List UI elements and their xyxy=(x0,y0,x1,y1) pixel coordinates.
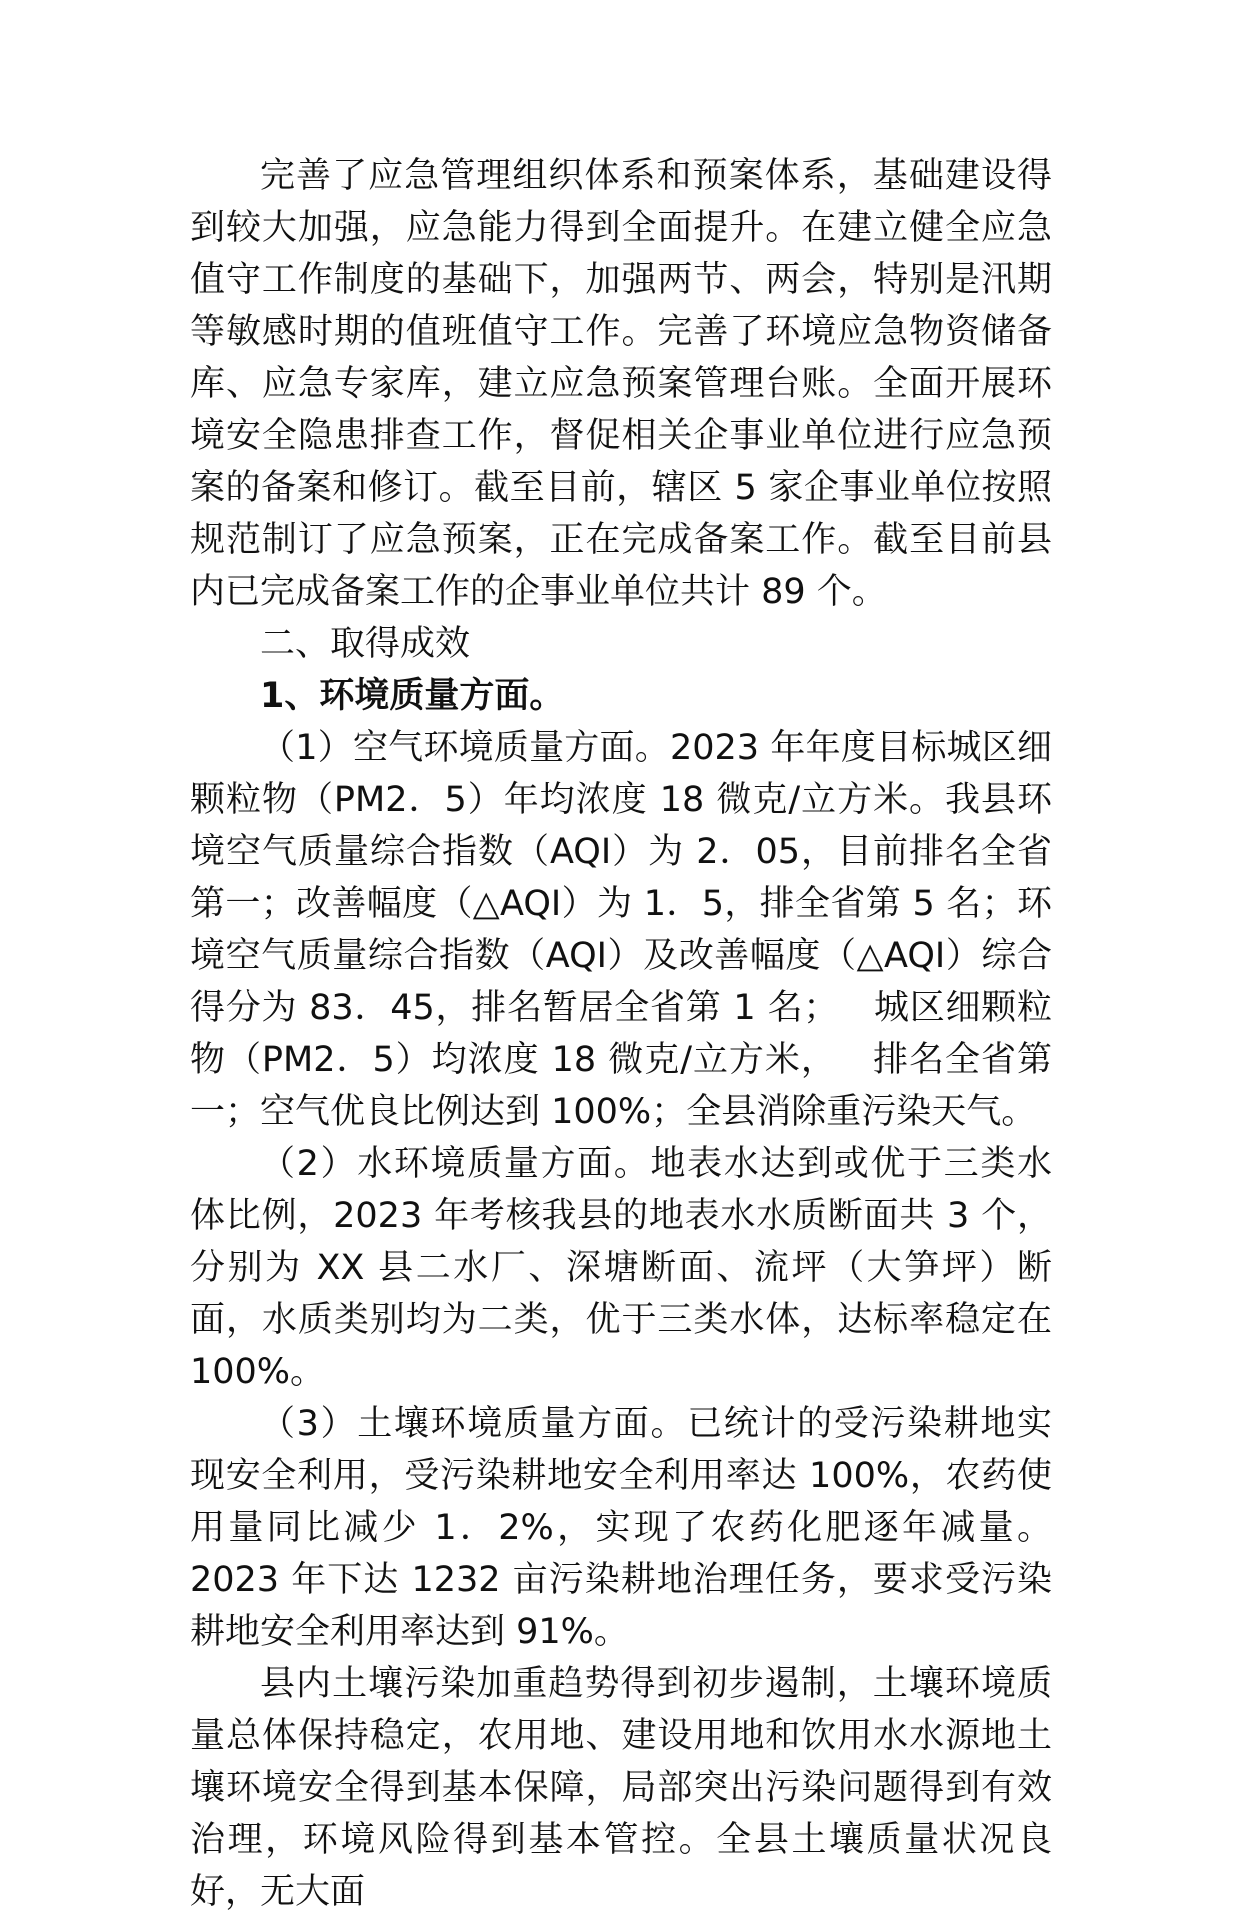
document-body xyxy=(190,150,1064,1918)
paragraph-water-quality: （2）水环境质量方面。地表水达到或优于三类水体比例，2023 年考核我县的地表水水质断面共 3 个，分别为 XX 县二水厂、深塘断面、流坪（大笋坪）断面，水质类别均为二类，优于三类水体，达标率稳定在 100%。 xyxy=(190,1144,1064,1392)
paragraph-emergency-management: 完善了应急管理组织体系和预案体系，基础建设得到较大加强，应急能力得到全面提升。在建立健全应急值守工作制度的基础下，加强两节、两会，特别是汛期等敏感时期的值班值守工作。完善了环境应急物资储备库、应急专家库，建立应急预案管理台账。全面开展环境安全隐患排查工作，督促相关企事业单位进行应急预案的备案和修订。截至目前，辖区 5 家企事业单位按照规范制订了应急预案，正在完成备案工作。截至目前县内已完成备案工作的企事业单位共计 89 个。 xyxy=(190,156,1052,612)
paragraph-soil-quality: （3）土壤环境质量方面。已统计的受污染耕地实现安全利用，受污染耕地安全利用率达 100%，农药使用量同比减少 1．2%，实现了农药化肥逐年减量。2023 年下达 1232 亩污染耕地治理任务，要求受污染耕地安全利用率达到 91%。 xyxy=(190,1404,1052,1652)
paragraph-air-quality: （1）空气环境质量方面。2023 年年度目标城区细颗粒物（PM2．5）年均浓度 18 微克/立方米。我县环境空气质量综合指数（AQI）为 2．05，目前排名全省第一；改善幅度（△AQI）为 1．5，排全省第 5 名；环境空气质量综合指数（AQI）及改善幅度（△AQI）综合得分为 83．45，排名暂居全省第 1 名； 城区细颗粒物（PM2．5）均浓度 18 微克/立方米， 排名全省第一；空气优良比例达到 100%；全县消除重污染天气。 xyxy=(190,728,1052,1132)
paragraph-soil-pollution-control: 县内土壤污染加重趋势得到初步遏制，土壤环境质量总体保持稳定，农用地、建设用地和饮用水水源地土壤环境安全得到基本保障，局部突出污染问题得到有效治理，环境风险得到基本管控。全县土壤质量状况良好，无大面 xyxy=(190,1664,1052,1912)
section-heading-achievements: 二、取得成效 xyxy=(260,624,471,664)
subheading-environmental-quality: 1、环境质量方面。 xyxy=(260,676,565,716)
